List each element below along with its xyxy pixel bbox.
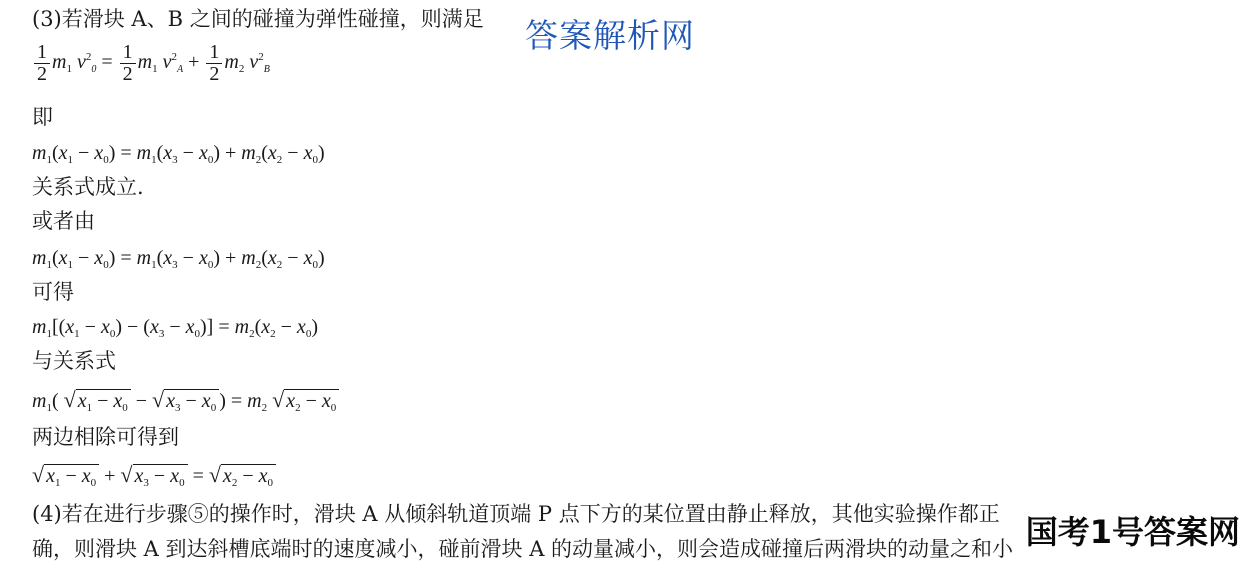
equation-sqrt-relation: $m_1$( √ $x_1 - x_0$ − √ $x_3 - x_0$ ) = $m_2$ √ $x_2 - x_0$ xyxy=(32,388,339,414)
equation-rearranged: $m_1[(x_1 - x_0) - (x_3 - x_0)] = m_2(x_2 - x_0)$ xyxy=(32,316,318,340)
equation-momentum-repeat: $m_1(x_1 - x_0) = m_1(x_3 - x_0) + m_2(x_2 - x_0)$ xyxy=(32,247,325,271)
equation-kinetic-energy: $\frac{1}{2}$ $m_1$ $v^2_0$ = $\frac{1}{2}$ $m_1$ $v^2_A$ + $\frac{1}{2}$ $m_2$ $v^2_B$ xyxy=(32,42,270,85)
text-line: 与关系式 xyxy=(32,349,116,373)
equation-momentum: $m_1(x_1 - x_0) = m_1(x_3 - x_0) + m_2(x_2 - x_0)$ xyxy=(32,142,325,166)
watermark-top: 答案解析网 xyxy=(525,16,695,55)
text-line: (4)若在进行步骤⑤的操作时，滑块 A 从倾斜轨道顶端 P 点下方的某位置由静止释放，其他实验操作都正 xyxy=(32,502,1000,526)
text-line: (3)若滑块 A、B 之间的碰撞为弹性碰撞，则满足 xyxy=(32,7,484,31)
watermark-bottom: 国考1号答案网 xyxy=(1024,507,1242,553)
text-line: 或者由 xyxy=(32,209,95,233)
text-line: 确，则滑块 A 到达斜槽底端时的速度减小，碰前滑块 A 的动量减小，则会造成碰撞后两滑块的动量之和小 xyxy=(32,537,1014,561)
text-line: 即 xyxy=(32,105,53,129)
text-line: 可得 xyxy=(32,280,74,304)
text-line: 关系式成立. xyxy=(32,175,144,199)
equation-sqrt-result: √ $x_1 - x_0$ + √ $x_3 - x_0$ = √ $x_2 - x_0$ xyxy=(32,463,276,489)
text-line: 两边相除可得到 xyxy=(32,425,179,449)
